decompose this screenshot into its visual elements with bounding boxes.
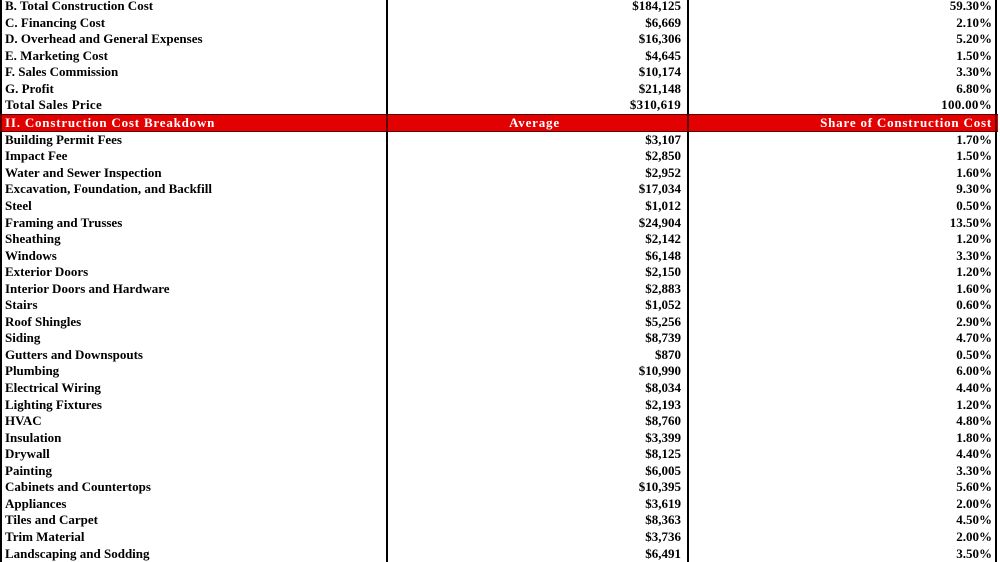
row-share: 5.60% bbox=[689, 479, 997, 496]
table-row bbox=[0, 215, 998, 232]
row-share: 1.50% bbox=[689, 48, 997, 65]
row-share: 5.20% bbox=[689, 31, 997, 48]
row-value: $24,904 bbox=[388, 215, 689, 232]
row-label: C. Financing Cost bbox=[0, 15, 388, 32]
row-share: 4.80% bbox=[689, 413, 997, 430]
table-row bbox=[0, 380, 998, 397]
row-label: F. Sales Commission bbox=[0, 64, 388, 81]
total-value: $310,619 bbox=[388, 97, 689, 114]
row-label: Drywall bbox=[0, 446, 388, 463]
row-label: Painting bbox=[0, 463, 388, 480]
breakdown-header-label: II. Construction Cost Breakdown bbox=[0, 115, 388, 131]
row-label: Gutters and Downspouts bbox=[0, 347, 388, 364]
row-share: 3.30% bbox=[689, 463, 997, 480]
row-value: $10,990 bbox=[388, 363, 689, 380]
row-label: Interior Doors and Hardware bbox=[0, 281, 388, 298]
row-share: 13.50% bbox=[689, 215, 997, 232]
row-label: Excavation, Foundation, and Backfill bbox=[0, 181, 388, 198]
row-value: $10,174 bbox=[388, 64, 689, 81]
table-row bbox=[0, 281, 998, 298]
row-label: Appliances bbox=[0, 496, 388, 513]
row-label: Cabinets and Countertops bbox=[0, 479, 388, 496]
breakdown-section bbox=[0, 132, 998, 562]
table-row bbox=[0, 512, 998, 529]
row-label: Lighting Fixtures bbox=[0, 397, 388, 414]
row-share: 1.20% bbox=[689, 397, 997, 414]
table-row bbox=[0, 529, 998, 546]
table-row bbox=[0, 546, 998, 562]
row-label: Windows bbox=[0, 248, 388, 265]
table-row bbox=[0, 479, 998, 496]
average-column-header: Average bbox=[388, 115, 689, 131]
row-share: 9.30% bbox=[689, 181, 997, 198]
row-share: 1.20% bbox=[689, 264, 997, 281]
summary-section bbox=[0, 0, 998, 97]
row-label: D. Overhead and General Expenses bbox=[0, 31, 388, 48]
row-value: $184,125 bbox=[388, 0, 689, 15]
row-value: $2,142 bbox=[388, 231, 689, 248]
table-row bbox=[0, 64, 998, 81]
row-share: 2.00% bbox=[689, 529, 997, 546]
row-value: $1,052 bbox=[388, 297, 689, 314]
table-row bbox=[0, 314, 998, 331]
row-value: $870 bbox=[388, 347, 689, 364]
row-value: $8,760 bbox=[388, 413, 689, 430]
row-label: HVAC bbox=[0, 413, 388, 430]
table-row bbox=[0, 297, 998, 314]
table-row bbox=[0, 198, 998, 215]
row-label: Plumbing bbox=[0, 363, 388, 380]
row-label: Roof Shingles bbox=[0, 314, 388, 331]
row-share: 1.50% bbox=[689, 148, 997, 165]
table-row bbox=[0, 430, 998, 447]
row-value: $8,125 bbox=[388, 446, 689, 463]
row-value: $2,193 bbox=[388, 397, 689, 414]
row-value: $10,395 bbox=[388, 479, 689, 496]
table-row bbox=[0, 397, 998, 414]
table-row bbox=[0, 132, 998, 149]
row-value: $8,739 bbox=[388, 330, 689, 347]
table-row bbox=[0, 15, 998, 32]
row-share: 2.90% bbox=[689, 314, 997, 331]
row-share: 0.60% bbox=[689, 297, 997, 314]
table-row bbox=[0, 264, 998, 281]
row-share: 2.00% bbox=[689, 496, 997, 513]
total-row bbox=[0, 97, 998, 114]
table-row bbox=[0, 463, 998, 480]
row-value: $6,005 bbox=[388, 463, 689, 480]
share-column-header: Share of Construction Cost bbox=[689, 115, 997, 131]
row-share: 6.00% bbox=[689, 363, 997, 380]
table-row bbox=[0, 231, 998, 248]
row-share: 1.70% bbox=[689, 132, 997, 149]
row-label: Exterior Doors bbox=[0, 264, 388, 281]
row-label: Impact Fee bbox=[0, 148, 388, 165]
row-share: 59.30% bbox=[689, 0, 997, 15]
row-value: $3,619 bbox=[388, 496, 689, 513]
row-value: $8,034 bbox=[388, 380, 689, 397]
row-share: 1.20% bbox=[689, 231, 997, 248]
breakdown-header-row bbox=[0, 114, 998, 132]
row-label: E. Marketing Cost bbox=[0, 48, 388, 65]
row-value: $3,107 bbox=[388, 132, 689, 149]
row-label: Water and Sewer Inspection bbox=[0, 165, 388, 182]
row-label: G. Profit bbox=[0, 81, 388, 98]
table-row bbox=[0, 181, 998, 198]
row-value: $16,306 bbox=[388, 31, 689, 48]
table-row bbox=[0, 0, 998, 15]
table-row bbox=[0, 496, 998, 513]
row-share: 3.50% bbox=[689, 546, 997, 562]
row-value: $2,952 bbox=[388, 165, 689, 182]
row-value: $2,850 bbox=[388, 148, 689, 165]
table-row bbox=[0, 363, 998, 380]
row-share: 4.70% bbox=[689, 330, 997, 347]
table-row bbox=[0, 165, 998, 182]
row-value: $5,256 bbox=[388, 314, 689, 331]
row-label: Trim Material bbox=[0, 529, 388, 546]
row-share: 3.30% bbox=[689, 248, 997, 265]
table-row bbox=[0, 31, 998, 48]
row-share: 4.40% bbox=[689, 446, 997, 463]
row-share: 0.50% bbox=[689, 198, 997, 215]
row-value: $2,150 bbox=[388, 264, 689, 281]
row-value: $6,148 bbox=[388, 248, 689, 265]
row-value: $6,669 bbox=[388, 15, 689, 32]
row-share: 1.80% bbox=[689, 430, 997, 447]
table-row bbox=[0, 48, 998, 65]
row-label: Stairs bbox=[0, 297, 388, 314]
row-share: 2.10% bbox=[689, 15, 997, 32]
row-label: Sheathing bbox=[0, 231, 388, 248]
row-label: Building Permit Fees bbox=[0, 132, 388, 149]
row-label: Siding bbox=[0, 330, 388, 347]
row-share: 4.50% bbox=[689, 512, 997, 529]
row-value: $4,645 bbox=[388, 48, 689, 65]
row-label: Landscaping and Sodding bbox=[0, 546, 388, 562]
row-label: Insulation bbox=[0, 430, 388, 447]
row-share: 4.40% bbox=[689, 380, 997, 397]
table-row bbox=[0, 148, 998, 165]
row-share: 3.30% bbox=[689, 64, 997, 81]
table-row bbox=[0, 446, 998, 463]
row-label: Framing and Trusses bbox=[0, 215, 388, 232]
row-share: 0.50% bbox=[689, 347, 997, 364]
table-row bbox=[0, 330, 998, 347]
table-row bbox=[0, 81, 998, 98]
row-label: B. Total Construction Cost bbox=[0, 0, 388, 15]
row-label: Tiles and Carpet bbox=[0, 512, 388, 529]
total-label: Total Sales Price bbox=[0, 97, 388, 114]
total-share: 100.00% bbox=[689, 97, 997, 114]
row-value: $17,034 bbox=[388, 181, 689, 198]
row-value: $3,399 bbox=[388, 430, 689, 447]
row-share: 6.80% bbox=[689, 81, 997, 98]
row-label: Electrical Wiring bbox=[0, 380, 388, 397]
row-value: $2,883 bbox=[388, 281, 689, 298]
row-share: 1.60% bbox=[689, 165, 997, 182]
row-label: Steel bbox=[0, 198, 388, 215]
row-value: $8,363 bbox=[388, 512, 689, 529]
row-share: 1.60% bbox=[689, 281, 997, 298]
table-row bbox=[0, 248, 998, 265]
table-row bbox=[0, 413, 998, 430]
row-value: $1,012 bbox=[388, 198, 689, 215]
row-value: $6,491 bbox=[388, 546, 689, 562]
row-value: $3,736 bbox=[388, 529, 689, 546]
row-value: $21,148 bbox=[388, 81, 689, 98]
table-row bbox=[0, 347, 998, 364]
